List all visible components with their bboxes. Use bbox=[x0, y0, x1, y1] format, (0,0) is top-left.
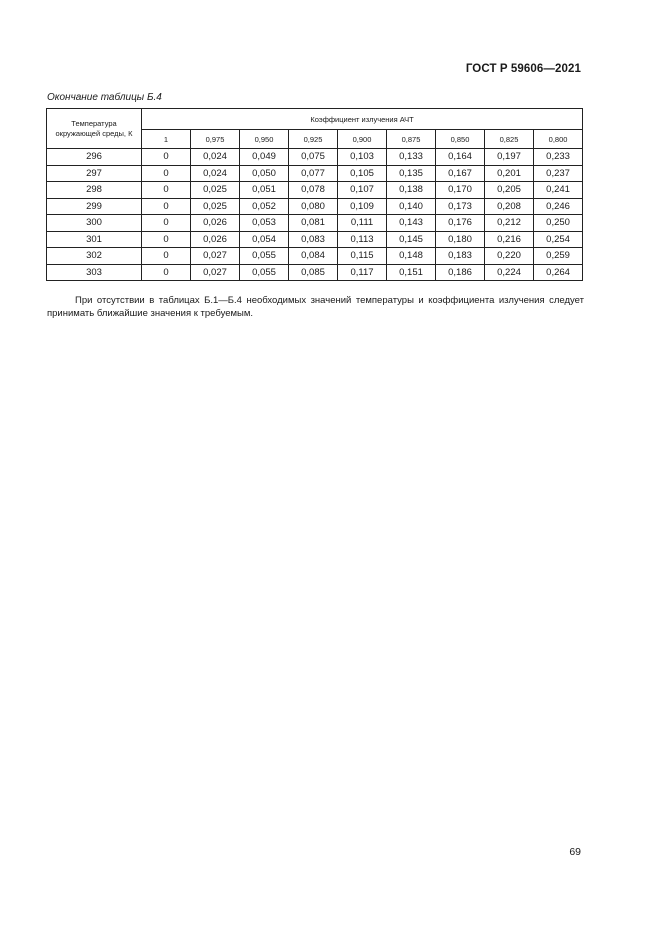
column-header-emissivity: 0,800 bbox=[534, 130, 583, 149]
value-cell: 0,117 bbox=[338, 264, 387, 281]
value-cell: 0,183 bbox=[436, 248, 485, 265]
value-cell: 0,212 bbox=[485, 215, 534, 232]
column-header-emissivity: 1 bbox=[142, 130, 191, 149]
value-cell: 0,026 bbox=[191, 215, 240, 232]
value-cell: 0,025 bbox=[191, 182, 240, 199]
emissivity-table bbox=[46, 108, 583, 281]
table-row bbox=[47, 215, 583, 232]
value-cell: 0,197 bbox=[485, 149, 534, 166]
value-cell: 0,025 bbox=[191, 198, 240, 215]
column-header-temperature: Температура окружающей среды, К bbox=[47, 109, 142, 149]
value-cell: 0,054 bbox=[240, 231, 289, 248]
table-row bbox=[47, 248, 583, 265]
table-row bbox=[47, 149, 583, 166]
value-cell: 0,027 bbox=[191, 264, 240, 281]
value-cell: 0,024 bbox=[191, 149, 240, 166]
value-cell: 0,049 bbox=[240, 149, 289, 166]
value-cell: 0,084 bbox=[289, 248, 338, 265]
temperature-cell: 297 bbox=[47, 165, 142, 182]
value-cell: 0 bbox=[142, 149, 191, 166]
value-cell: 0,264 bbox=[534, 264, 583, 281]
temperature-cell: 302 bbox=[47, 248, 142, 265]
temperature-cell: 300 bbox=[47, 215, 142, 232]
value-cell: 0,216 bbox=[485, 231, 534, 248]
value-cell: 0,151 bbox=[387, 264, 436, 281]
page-number: 69 bbox=[569, 846, 581, 858]
temperature-cell: 296 bbox=[47, 149, 142, 166]
value-cell: 0,167 bbox=[436, 165, 485, 182]
value-cell: 0,250 bbox=[534, 215, 583, 232]
table-row bbox=[47, 231, 583, 248]
temperature-cell: 303 bbox=[47, 264, 142, 281]
value-cell: 0,081 bbox=[289, 215, 338, 232]
value-cell: 0,233 bbox=[534, 149, 583, 166]
value-cell: 0 bbox=[142, 248, 191, 265]
temperature-cell: 298 bbox=[47, 182, 142, 199]
column-header-emissivity: 0,875 bbox=[387, 130, 436, 149]
column-group-header-emissivity: Коэффициент излучения АЧТ bbox=[142, 109, 583, 130]
value-cell: 0 bbox=[142, 215, 191, 232]
value-cell: 0,115 bbox=[338, 248, 387, 265]
note-paragraph: При отсутствии в таблицах Б.1—Б.4 необходимых значений температуры и коэффициента излучения следует принимать ближайшие значения к требуемым. bbox=[47, 295, 584, 319]
temperature-cell: 299 bbox=[47, 198, 142, 215]
table-row bbox=[47, 182, 583, 199]
value-cell: 0,078 bbox=[289, 182, 338, 199]
column-header-emissivity: 0,850 bbox=[436, 130, 485, 149]
column-header-emissivity: 0,950 bbox=[240, 130, 289, 149]
value-cell: 0,075 bbox=[289, 149, 338, 166]
value-cell: 0,138 bbox=[387, 182, 436, 199]
value-cell: 0,220 bbox=[485, 248, 534, 265]
value-cell: 0,133 bbox=[387, 149, 436, 166]
column-header-emissivity: 0,975 bbox=[191, 130, 240, 149]
value-cell: 0 bbox=[142, 165, 191, 182]
column-header-emissivity: 0,825 bbox=[485, 130, 534, 149]
value-cell: 0,080 bbox=[289, 198, 338, 215]
value-cell: 0,024 bbox=[191, 165, 240, 182]
column-header-emissivity: 0,900 bbox=[338, 130, 387, 149]
value-cell: 0,103 bbox=[338, 149, 387, 166]
value-cell: 0,201 bbox=[485, 165, 534, 182]
value-cell: 0,052 bbox=[240, 198, 289, 215]
value-cell: 0,055 bbox=[240, 264, 289, 281]
value-cell: 0,148 bbox=[387, 248, 436, 265]
value-cell: 0 bbox=[142, 231, 191, 248]
value-cell: 0,186 bbox=[436, 264, 485, 281]
value-cell: 0,237 bbox=[534, 165, 583, 182]
value-cell: 0,164 bbox=[436, 149, 485, 166]
value-cell: 0,055 bbox=[240, 248, 289, 265]
value-cell: 0,176 bbox=[436, 215, 485, 232]
value-cell: 0,053 bbox=[240, 215, 289, 232]
document-code: ГОСТ Р 59606—2021 bbox=[465, 63, 581, 75]
value-cell: 0,135 bbox=[387, 165, 436, 182]
table-row bbox=[47, 165, 583, 182]
value-cell: 0,205 bbox=[485, 182, 534, 199]
value-cell: 0 bbox=[142, 182, 191, 199]
value-cell: 0,026 bbox=[191, 231, 240, 248]
value-cell: 0,143 bbox=[387, 215, 436, 232]
value-cell: 0,050 bbox=[240, 165, 289, 182]
column-header-emissivity: 0,925 bbox=[289, 130, 338, 149]
temperature-cell: 301 bbox=[47, 231, 142, 248]
value-cell: 0 bbox=[142, 264, 191, 281]
value-cell: 0,224 bbox=[485, 264, 534, 281]
table-body bbox=[47, 149, 583, 281]
value-cell: 0,173 bbox=[436, 198, 485, 215]
value-cell: 0,145 bbox=[387, 231, 436, 248]
value-cell: 0,140 bbox=[387, 198, 436, 215]
value-cell: 0,111 bbox=[338, 215, 387, 232]
value-cell: 0,208 bbox=[485, 198, 534, 215]
value-cell: 0,254 bbox=[534, 231, 583, 248]
value-cell: 0,170 bbox=[436, 182, 485, 199]
value-cell: 0,109 bbox=[338, 198, 387, 215]
value-cell: 0,077 bbox=[289, 165, 338, 182]
value-cell: 0,085 bbox=[289, 264, 338, 281]
table-row bbox=[47, 198, 583, 215]
table-row bbox=[47, 264, 583, 281]
value-cell: 0,027 bbox=[191, 248, 240, 265]
value-cell: 0,083 bbox=[289, 231, 338, 248]
table-caption: Окончание таблицы Б.4 bbox=[47, 92, 162, 103]
value-cell: 0,246 bbox=[534, 198, 583, 215]
value-cell: 0,180 bbox=[436, 231, 485, 248]
value-cell: 0,113 bbox=[338, 231, 387, 248]
value-cell: 0,107 bbox=[338, 182, 387, 199]
value-cell: 0,105 bbox=[338, 165, 387, 182]
value-cell: 0,051 bbox=[240, 182, 289, 199]
value-cell: 0,241 bbox=[534, 182, 583, 199]
value-cell: 0,259 bbox=[534, 248, 583, 265]
value-cell: 0 bbox=[142, 198, 191, 215]
